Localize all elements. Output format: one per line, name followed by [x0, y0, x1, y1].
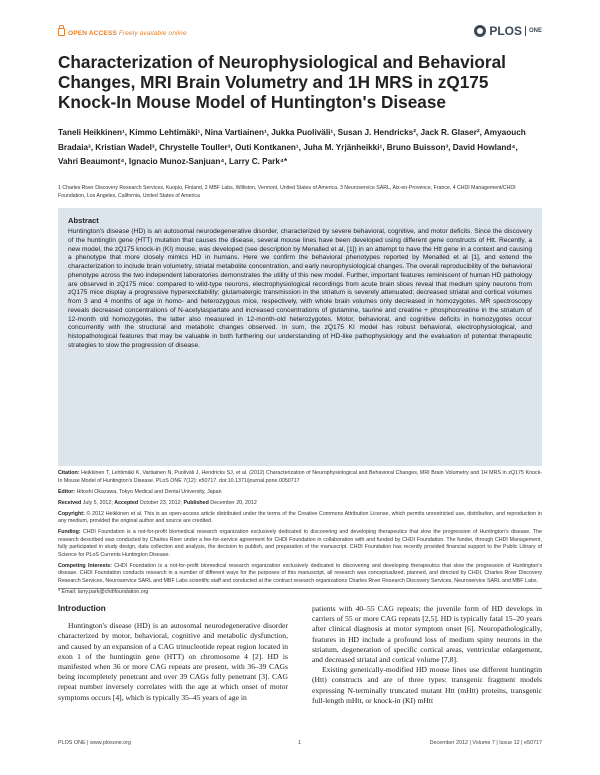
- abstract-box: [58, 208, 542, 466]
- corresponding-email[interactable]: * Email: larry.park@chdifoundation.org: [58, 589, 149, 596]
- competing-interests: Competing Interests: CHDI Foundation is a not-for-profit biomedical research organization exclusively dedicated to discovering and developing therapeutics that slow the progression of Huntington's disease. CHDI Foundation conducts research in a number of different ways for the purposes of this manuscript, all research was conceptualized, planned, and directed by CHDI, Charles River Discovery Research Services, Neuroservice SARL and MBF Labs scientific staff and conducted at the contract research organizations Charles River Research Discovery Services, Neuroservice SARL and MBF Labs.: [58, 562, 542, 585]
- abstract-text: Huntington's disease (HD) is an autosomal neurodegenerative disorder, characterized by severe behavioral, cognitive, and motor deficits. Since the discovery of the huntingtin gene (HTT) mutation that causes the disease, several mouse lines have been developed using different gene constructs of Htt. Recently, a new model, the zQ175 knock-in (KI) mouse, was developed (see description by Menalled et al, [1]) in an attempt to have the Htt gene in a context and causing a phenotype that more closely mimics HD in humans. Here we confirm the behavioral phenotypes reported by Menalled et al [1], and extend the characterization to include brain volumetry, striatal metabolite concentration, and early neurophysiological changes. The overall reproducibility of the behavioral phenotype across the two independent laboratories demonstrates the utility of this new model. Further, important features reminiscent of human HD pathology are observed in zQ175 mice: compared to wild-type neurons, electrophysiological recordings from acute brain slices reveal that medium spiny neurons from zQ175 mice display a progressive hyperexcitability; glutamatergic transmission in the striatum is severely attenuated; decreased striatal and cortical volumes from 3 and 4 months of age in homo- and heterozygous mice, respectively, with whole brain volumes only decreased in homozygotes. MR spectroscopy reveals decreased concentrations of N-acetylaspartate and increased concentrations of glutamine, taurine and creatine + phosphocreatine in the striatum of 12-month old homozygotes, the latter also measured in 12-month-old heterozygotes. Motor, behavioral, and cognitive deficits in homozygotes occur concurrently with the structural and metabolic changes observed. In sum, the zQ175 KI model has robust behavioral, electrophysiological, and histopathological features that may be valuable in both furthering our understanding of HD-like pathophysiology and the evaluation of potential therapeutic strategies to slow the progression of disease.: [68, 228, 532, 349]
- intro-paragraph-1-continued: patients with 40–55 CAG repeats; the juvenile form of HD develops in carriers of 55 or more CAG repeats [2,5]. HD is typically fatal 15–20 years after clinical diagnosis at motor symptom onset [6]. Neuropathologically, features in HD include a profound loss of medium spiny neurons in the striatum, degeneration of specific cortical areas, ventricular enlargement, and decreased striatal and cortical volume [7,8].: [312, 604, 542, 665]
- open-lock-icon: [58, 28, 65, 36]
- logo-divider: [525, 26, 526, 36]
- funding: Funding: CHDI Foundation is a not-for-profit biomedical research organization exclusively dedicated to discovering and developing therapeutics that slow the progression of Huntington's disease. The research described was conducted by Charles River under a fee-for-service agreement for CHDI Foundation in collaboration with and funded by CHDI Foundation. The funder, through CHDI Management, fully participated in study design, data collection and analysis, the decision to publish, and preparation of the manuscript. CHDI Foundation has recently provided financial support to the Public Library of Science for PLoS Currents Huntington Disease.: [58, 529, 542, 558]
- plos-one-logo[interactable]: [474, 24, 542, 38]
- copyright: Copyright: © 2012 Heikkinen et al. This is an open-access article distributed under the terms of the Creative Commons Attribution License, which permits unrestricted use, distribution, and reproduction in any medium, provided the original author and source are credited.: [58, 510, 542, 525]
- author-list: Taneli Heikkinen¹, Kimmo Lehtimäki¹, Nina Vartiainen¹, Jukka Puoliväli¹, Susan J. Hendricks², Jack R. Glaser², Amyaouch Bradaia³, Kristian Wadel³, Chrystelle Touller³, Outi Kontkanen¹, Juha M. Yrjänheikki¹, Bruno Buisson³, David Howland⁴, Vahri Beaumont⁴, Ignacio Munoz-Sanjuan⁴, Larry C. Park⁴*: [58, 128, 526, 166]
- plos-logo-icon: [474, 25, 486, 37]
- access-label: ACCESS: [88, 30, 117, 37]
- intro-paragraph-1: Huntington's disease (HD) is an autosomal neurodegenerative disorder characterized by motor, behavioral, cognitive and metabolic dysfunction, and caused by an expansion of a CAG trinucleotide repeat region located in exon 1 of the huntingtin gene (HTT) on chromosome 4 [2]. HD is manifested when 36 or more CAG repeats are present, with 36–39 CAGs being incompletely penetrant and over 39 CAGs fully penetrant [3]. CAG repeat number inversely correlates with the age at which onset of motor symptoms occurs [4], which is typically 35–45 years of age in: [58, 621, 288, 702]
- dates: Received July 5, 2012; Accepted October 23, 2012; Published December 20, 2012: [58, 499, 257, 506]
- section-divider: [58, 588, 542, 589]
- footer-issue: December 2012 | Volume 7 | Issue 12 | e50717: [429, 740, 542, 746]
- abstract-heading: Abstract: [68, 216, 99, 225]
- introduction-heading: Introduction: [58, 604, 106, 613]
- journal-header: [58, 24, 542, 40]
- open-access-banner[interactable]: [58, 28, 187, 37]
- freely-available-label: Freely available online: [118, 30, 187, 37]
- article-metadata: [58, 470, 542, 600]
- footer-journal[interactable]: PLOS ONE | www.plosone.org: [58, 740, 132, 746]
- journal-name: ONE: [528, 28, 542, 34]
- page-footer: [58, 740, 542, 750]
- plos-brand: PLOS: [489, 24, 522, 38]
- body-column-right: [312, 604, 542, 706]
- editor: Editor: Hitoshi Okazawa, Tokyo Medical and Dental University, Japan: [58, 488, 222, 495]
- page-number: 1: [298, 740, 301, 746]
- affiliations: 1 Charles River Discovery Research Services, Kuopio, Finland, 2 MBF Labs, Williston, Vermont, United States of America, 3 Neuroservice SARL, Aix-en-Provence, France, 4 CHDI Management/CHDI Foundation, Los Angeles, California, United States of America: [58, 185, 516, 199]
- open-label: OPEN: [68, 30, 88, 37]
- citation: Citation: Heikkinen T, Lehtimäki K, Vartiainen N, Puoliväli J, Hendricks SJ, et al. (2012) Characterization of Neurophysiological and Behavioral Changes, MRI Brain Volumetry and 1H MRS in zQ175 Knock-In Mouse Model of Huntington's Disease. PLoS ONE 7(12): e50717. doi:10.1371/journal.pone.0050717: [58, 470, 542, 484]
- body-column-left: [58, 604, 288, 703]
- intro-paragraph-2: Existing genetically-modified HD mouse lines use different huntingtin (Htt) constructs and are of three types: transgenic fragment models expressing N-terminally truncated mutant Htt (mHtt) proteins, transgenic full-length mHtt, or knock-in (KI) mHtt: [312, 665, 542, 705]
- article-title: Characterization of Neurophysiological and Behavioral Changes, MRI Brain Volumetry and 1H MRS in zQ175 Knock-In Mouse Model of Huntington's Disease: [58, 52, 506, 112]
